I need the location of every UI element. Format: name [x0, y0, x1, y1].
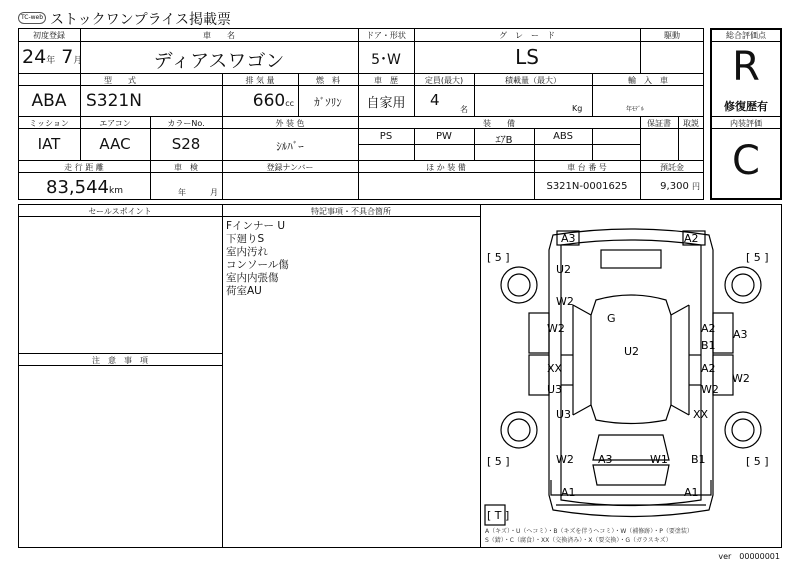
mark-a2: A2	[701, 362, 716, 375]
bracket-5-left-bottom: [ 5 ]	[487, 455, 510, 468]
mark-a2: A2	[701, 322, 716, 335]
color-no-value: S28	[171, 135, 201, 153]
logo: TC-web	[18, 12, 46, 24]
mark-w2: W2	[556, 295, 574, 308]
mission-value: IAT	[37, 135, 61, 153]
ext-color-value: ｼﾙﾊﾞｰ	[276, 140, 304, 153]
interior-eval-label: 内装評価	[730, 119, 762, 128]
first-reg-label: 初度登録	[33, 31, 65, 40]
notes-label: 特記事項・不具合箇所	[311, 207, 391, 216]
equip-ps: PS	[379, 131, 393, 142]
displacement-value: 660cc	[252, 91, 294, 111]
mark-a2: A2	[684, 232, 699, 245]
note-line: 下廻りS	[226, 233, 265, 245]
caution-label: 注 意 事 項	[92, 356, 148, 365]
door-type-value: 5･W	[371, 52, 401, 68]
price-value: 9,300 円	[660, 181, 700, 192]
mark-a1: A1	[684, 486, 699, 499]
equipment-label: 装 備	[483, 119, 515, 128]
color-no-label: カラーNo.	[167, 119, 205, 128]
overall-eval-value: R	[732, 44, 760, 90]
mark-w2: W2	[547, 322, 565, 335]
note-line: Fインナー U	[226, 220, 286, 232]
ext-color-label: 外 装 色	[275, 119, 305, 128]
price-label: 預託金	[660, 163, 684, 172]
car-name-value: ディアスワゴン	[153, 50, 285, 72]
note-line: 荷室AU	[226, 285, 262, 297]
legend-line-2: S（錆）・C（腐食）・XX（交換済み）・X（要交換）・G（ガラスキズ）	[485, 537, 672, 544]
mark-w2: W2	[701, 383, 719, 396]
mark-a1: A1	[561, 486, 576, 499]
door-type-label: ドア・形状	[366, 31, 406, 40]
load-unit: Kg	[572, 104, 583, 113]
fuel-value: ｶﾞｿﾘﾝ	[314, 96, 342, 109]
mark-u2: U2	[624, 345, 640, 358]
chassis-no-label: 車 台 番 号	[567, 163, 607, 172]
mark-a3: A3	[733, 328, 748, 341]
mark-b1: B1	[691, 453, 706, 466]
equip-pw: PW	[436, 131, 452, 142]
mark-b1: B1	[701, 339, 716, 352]
notes-list	[226, 220, 289, 298]
mark-g: G	[607, 312, 616, 325]
fuel-label: 燃 料	[316, 76, 340, 85]
mileage-label: 走 行 距 離	[64, 163, 104, 172]
mission-label: ミッション	[29, 119, 69, 128]
version-label: ver 00000001	[718, 552, 780, 561]
note-line: コンソール傷	[226, 259, 289, 271]
capacity-unit: 名	[460, 105, 468, 114]
usage-value: 自家用	[366, 96, 406, 111]
mark-u3: U3	[556, 408, 572, 421]
mark-xx: XX	[693, 408, 709, 421]
mark-u2: U2	[556, 263, 572, 276]
reg-number-label: 登録ナンバー	[266, 163, 314, 172]
chassis-no-value: S321N-0001625	[546, 181, 628, 192]
mark-a3: A3	[561, 232, 576, 245]
note-line: 室内汚れ	[226, 246, 268, 258]
bracket-5-right-bottom: [ 5 ]	[746, 455, 769, 468]
interior-eval-value: C	[732, 138, 760, 184]
grade-label: グ レ ー ド	[499, 31, 555, 40]
insp-month: 月	[210, 188, 218, 197]
usage-label: 車 歴	[374, 76, 398, 85]
model-label: 型 式	[104, 76, 136, 85]
car-name-label: 車 名	[203, 31, 235, 40]
legend-line-1: A（キズ）・U（ヘコミ）・B（キズを伴うヘコミ）・W（補修跡）・P（要塗装）	[485, 528, 693, 535]
overall-eval-note: 修復歴有	[724, 100, 768, 113]
first-reg-value: 24年 7月	[22, 46, 83, 68]
load-label: 積載量（最大）	[505, 76, 561, 85]
bracket-t: [ T ]	[487, 509, 510, 522]
mark-a3: A3	[598, 453, 613, 466]
mark-w2: W2	[732, 372, 750, 385]
bracket-5-right-top: [ 5 ]	[746, 251, 769, 264]
model-value: S321N	[86, 91, 142, 111]
bracket-5-left-top: [ 5 ]	[487, 251, 510, 264]
note-line: 室内内張傷	[226, 272, 279, 284]
aircon-label: エアコン	[99, 119, 131, 128]
mark-xx: XX	[547, 362, 563, 375]
grade-value: LS	[515, 45, 539, 69]
insp-year: 年	[178, 188, 186, 197]
car-condition-diagram	[481, 205, 781, 547]
inspection-label: 車 検	[174, 163, 198, 172]
model-prefix-value: ABA	[31, 91, 67, 111]
warranty-label: 保証書	[647, 119, 671, 128]
mark-w2: W2	[556, 453, 574, 466]
equip-airbag: ｴｱB	[495, 135, 513, 146]
mileage-value: 83,544km	[46, 177, 123, 198]
mark-w1: W1	[650, 453, 668, 466]
other-equip-label: ほ か 装 備	[426, 163, 466, 172]
displacement-label: 排 気 量	[245, 76, 275, 85]
import-year-label: 年ﾓﾃﾞﾙ	[626, 106, 645, 113]
manual-label: 取説	[683, 119, 699, 128]
mark-u3: U3	[547, 383, 563, 396]
sales-point-label: セールスポイント	[88, 207, 152, 216]
capacity-label: 定員(最大)	[424, 76, 464, 85]
aircon-value: AAC	[99, 135, 131, 153]
equip-abs: ABS	[553, 131, 573, 142]
import-label: 輸 入 車	[628, 76, 668, 85]
capacity-value: 4	[430, 91, 440, 109]
drive-label: 駆動	[664, 31, 680, 40]
page-title: ストックワンプライス掲載票	[50, 12, 232, 28]
overall-eval-label: 総合評価点	[726, 31, 766, 40]
